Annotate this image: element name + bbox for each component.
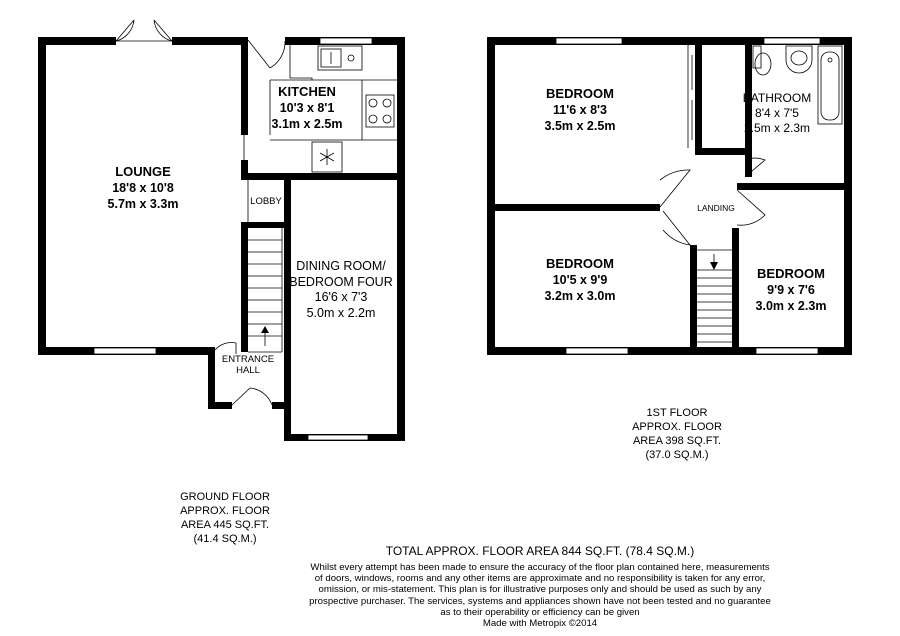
first-floor-area-line3: AREA 398 SQ.FT. <box>632 435 722 447</box>
kitchen-imperial: 10'3 x 8'1 <box>279 101 335 115</box>
room-labels <box>108 84 827 376</box>
disclaimer-line: of doors, windows, rooms and any other items are approximate and no responsibility is taken for any error, <box>314 573 766 585</box>
dining-imperial: 16'6 x 7'3 <box>314 290 368 304</box>
lounge-imperial: 18'8 x 10'8 <box>112 181 174 195</box>
lobby-label: LOBBY <box>250 196 282 207</box>
ground-floor-area-line3: AREA 445 SQ.FT. <box>180 519 270 531</box>
wardrobe <box>688 45 692 148</box>
first-floor-area-line1: 1ST FLOOR <box>646 407 708 419</box>
bathroom-label: BATHROOM <box>742 91 812 105</box>
disclaimer-line: Whilst every attempt has been made to ensure the accuracy of the floor plan contained here, measurements <box>310 562 770 573</box>
ground-floor-walls <box>38 37 405 441</box>
lounge-metric: 5.7m x 3.3m <box>107 197 179 211</box>
sink-icon <box>318 46 362 70</box>
hall-door <box>215 343 236 354</box>
first-floor-stairs <box>697 250 732 342</box>
ground-floor-area <box>180 491 270 545</box>
dining-label-line1: DINING ROOM/ <box>296 259 386 273</box>
entrance-hall-label-line1: ENTRANCE <box>221 354 275 365</box>
lounge-label: LOUNGE <box>115 164 171 179</box>
stair-arrow-down-icon <box>710 254 718 270</box>
hob-icon <box>366 95 394 127</box>
french-doors <box>116 20 172 41</box>
kitchen-label: KITCHEN <box>278 84 336 99</box>
lounge-window <box>94 348 156 354</box>
dining-window <box>308 435 368 440</box>
bedroom-two-window <box>566 348 628 354</box>
bathroom-window <box>764 38 820 44</box>
ground-floor-area-line1: GROUND FLOOR <box>180 491 270 503</box>
landing-label: LANDING <box>697 203 735 213</box>
disclaimer-line: omission, or mis-statement. This plan is for illustrative purposes only and should be used as such by any <box>318 584 762 596</box>
ground-floor-area-line2: APPROX. FLOOR <box>180 505 270 517</box>
toilet-icon <box>753 46 771 75</box>
bedroom-three-window <box>756 348 818 354</box>
bath-icon <box>818 46 842 124</box>
bedroom-one-imperial: 11'6 x 8'3 <box>553 103 607 117</box>
disclaimer-line: prospective purchaser. The services, systems and appliances shown have not been tested and no guarantee <box>309 595 771 607</box>
first-floor-area <box>632 407 722 461</box>
kitchen-metric: 3.1m x 2.5m <box>271 117 343 131</box>
kitchen-door <box>248 40 285 68</box>
total-floor-area: TOTAL APPROX. FLOOR AREA 844 SQ.FT. (78.4 SQ.M.) <box>385 544 695 558</box>
first-floor-area-line4: (37.0 SQ.M.) <box>645 449 709 461</box>
ground-floor <box>38 20 405 441</box>
bedroom-one-metric: 3.5m x 2.5m <box>544 119 616 133</box>
snowflake-icon <box>312 142 342 172</box>
disclaimer <box>260 562 820 629</box>
bedroom-three-label: BEDROOM <box>757 266 825 281</box>
entrance-hall-label-line2: HALL <box>236 365 260 376</box>
bedroom-two-imperial: 10'5 x 9'9 <box>552 273 608 287</box>
bedroom-two-label: BEDROOM <box>546 256 614 271</box>
bedroom-three-imperial: 9'9 x 7'6 <box>767 283 815 297</box>
bedroom-two-metric: 3.2m x 3.0m <box>544 289 616 303</box>
bathroom-metric: 2.5m x 2.3m <box>743 121 811 135</box>
ground-floor-area-line4: (41.4 SQ.M.) <box>193 533 257 545</box>
dining-metric: 5.0m x 2.2m <box>306 306 376 320</box>
bedroom-three-metric: 3.0m x 2.3m <box>755 299 827 313</box>
disclaimer-line: as to their operability or efficiency can be given <box>440 606 640 618</box>
bedroom-one-label: BEDROOM <box>546 86 614 101</box>
kitchen-window <box>320 38 372 44</box>
first-floor-area-line2: APPROX. FLOOR <box>632 421 722 433</box>
entrance-door <box>232 388 272 405</box>
credit: Made with Metropix ©2014 <box>482 618 598 630</box>
dining-label-line2: BEDROOM FOUR <box>289 275 393 289</box>
basin-icon <box>786 46 812 73</box>
bathroom-imperial: 8'4 x 7'5 <box>755 106 799 120</box>
bedroom-one-window <box>556 38 622 44</box>
ground-floor-stairs <box>248 228 282 352</box>
